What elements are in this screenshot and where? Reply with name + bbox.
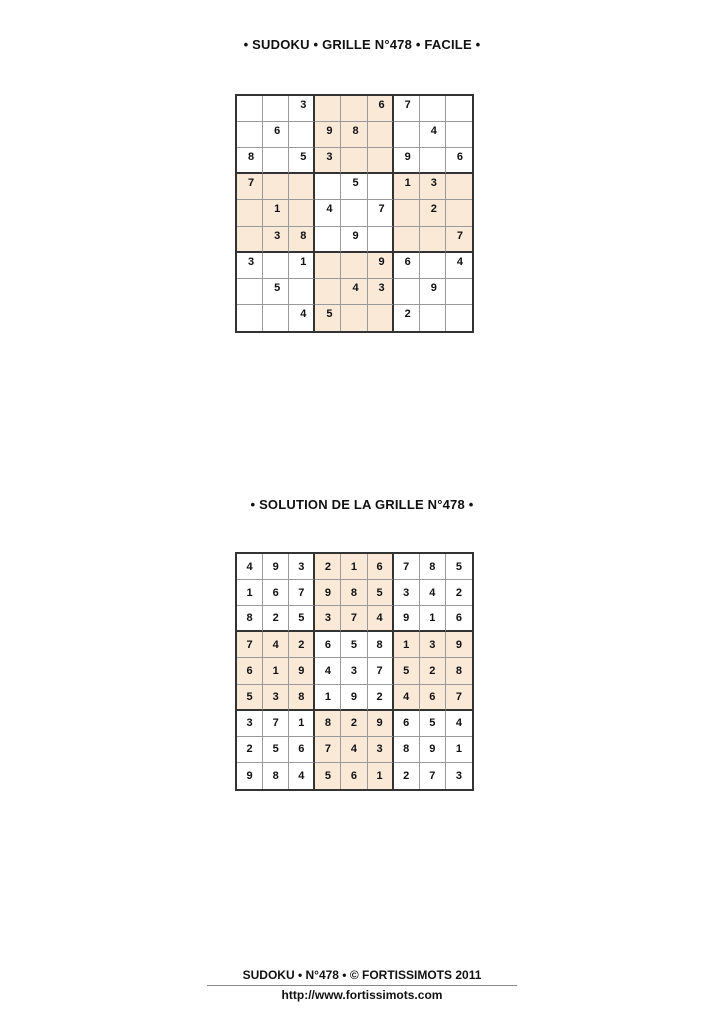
- puzzle-cell: [446, 174, 472, 200]
- puzzle-cell: [341, 253, 367, 279]
- solution-cell: 2: [289, 632, 315, 658]
- puzzle-cell: [315, 253, 341, 279]
- puzzle-cell: [394, 122, 420, 148]
- puzzle-cell: [237, 227, 263, 253]
- puzzle-cell: 5: [263, 279, 289, 305]
- puzzle-cell: [368, 122, 394, 148]
- puzzle-cell: 5: [289, 148, 315, 174]
- solution-cell: 8: [420, 554, 446, 580]
- solution-cell: 9: [420, 737, 446, 763]
- solution-cell: 2: [368, 685, 394, 711]
- puzzle-cell: 6: [263, 122, 289, 148]
- puzzle-cell: 6: [368, 96, 394, 122]
- puzzle-cell: [263, 305, 289, 331]
- puzzle-cell: 3: [237, 253, 263, 279]
- solution-cell: 3: [446, 763, 472, 789]
- solution-cell: 6: [446, 606, 472, 632]
- solution-cell: 7: [341, 606, 367, 632]
- solution-cell: 8: [446, 658, 472, 684]
- solution-cell: 8: [315, 711, 341, 737]
- puzzle-cell: [289, 279, 315, 305]
- puzzle-cell: [394, 200, 420, 226]
- solution-cell: 6: [263, 580, 289, 606]
- puzzle-cell: 8: [237, 148, 263, 174]
- puzzle-cell: [237, 200, 263, 226]
- solution-cell: 9: [368, 711, 394, 737]
- solution-cell: 6: [394, 711, 420, 737]
- solution-cell: 2: [237, 737, 263, 763]
- solution-cell: 9: [315, 580, 341, 606]
- puzzle-cell: 3: [289, 96, 315, 122]
- puzzle-cell: 8: [289, 227, 315, 253]
- solution-cell: 3: [420, 632, 446, 658]
- puzzle-cell: [368, 305, 394, 331]
- solution-cell: 7: [446, 685, 472, 711]
- solution-cell: 2: [315, 554, 341, 580]
- solution-cell: 1: [237, 580, 263, 606]
- solution-cell: 9: [341, 685, 367, 711]
- solution-cell: 2: [394, 763, 420, 789]
- puzzle-title: • SUDOKU • GRILLE N°478 • FACILE •: [243, 37, 481, 52]
- puzzle-cell: [394, 279, 420, 305]
- puzzle-cell: 9: [420, 279, 446, 305]
- puzzle-cell: 2: [420, 200, 446, 226]
- puzzle-cell: 4: [446, 253, 472, 279]
- puzzle-cell: 6: [394, 253, 420, 279]
- puzzle-cell: 5: [341, 174, 367, 200]
- puzzle-cell: 1: [394, 174, 420, 200]
- puzzle-cell: [263, 253, 289, 279]
- puzzle-cell: 6: [446, 148, 472, 174]
- solution-cell: 6: [315, 632, 341, 658]
- puzzle-cell: 5: [315, 305, 341, 331]
- puzzle-cell: 3: [263, 227, 289, 253]
- puzzle-cell: 9: [394, 148, 420, 174]
- solution-cell: 2: [341, 711, 367, 737]
- solution-cell: 5: [420, 711, 446, 737]
- solution-cell: 5: [341, 632, 367, 658]
- solution-cell: 1: [394, 632, 420, 658]
- puzzle-cell: [289, 174, 315, 200]
- puzzle-cell: [420, 96, 446, 122]
- puzzle-cell: [315, 174, 341, 200]
- puzzle-cell: [420, 148, 446, 174]
- solution-cell: 8: [237, 606, 263, 632]
- puzzle-cell: 7: [446, 227, 472, 253]
- puzzle-cell: [289, 122, 315, 148]
- solution-cell: 5: [289, 606, 315, 632]
- solution-cell: 7: [237, 632, 263, 658]
- puzzle-cell: [368, 227, 394, 253]
- puzzle-cell: 7: [237, 174, 263, 200]
- puzzle-cell: 9: [315, 122, 341, 148]
- puzzle-cell: 8: [341, 122, 367, 148]
- solution-cell: 8: [289, 685, 315, 711]
- footer-divider: [207, 985, 517, 986]
- solution-cell: 5: [368, 580, 394, 606]
- solution-cell: 3: [237, 711, 263, 737]
- solution-cell: 6: [237, 658, 263, 684]
- sudoku-solution-grid: [235, 552, 474, 791]
- puzzle-cell: [446, 279, 472, 305]
- puzzle-cell: 7: [368, 200, 394, 226]
- solution-cell: 4: [394, 685, 420, 711]
- puzzle-cell: 2: [394, 305, 420, 331]
- puzzle-cell: [446, 305, 472, 331]
- puzzle-cell: [237, 96, 263, 122]
- footer-copyright: SUDOKU • N°478 • © FORTISSIMOTS 2011: [242, 968, 482, 982]
- solution-cell: 6: [289, 737, 315, 763]
- solution-cell: 8: [341, 580, 367, 606]
- solution-cell: 9: [289, 658, 315, 684]
- puzzle-cell: 3: [420, 174, 446, 200]
- solution-cell: 1: [420, 606, 446, 632]
- solution-cell: 1: [289, 711, 315, 737]
- puzzle-cell: [420, 227, 446, 253]
- solution-cell: 6: [368, 554, 394, 580]
- solution-title: • SOLUTION DE LA GRILLE N°478 •: [250, 497, 474, 512]
- solution-cell: 4: [315, 658, 341, 684]
- puzzle-cell: [341, 148, 367, 174]
- solution-cell: 3: [289, 554, 315, 580]
- solution-cell: 8: [368, 632, 394, 658]
- solution-cell: 9: [237, 763, 263, 789]
- solution-cell: 4: [237, 554, 263, 580]
- puzzle-cell: [420, 253, 446, 279]
- puzzle-cell: [368, 174, 394, 200]
- puzzle-cell: [237, 305, 263, 331]
- solution-cell: 4: [289, 763, 315, 789]
- solution-cell: 2: [446, 580, 472, 606]
- puzzle-cell: [237, 122, 263, 148]
- solution-cell: 3: [341, 658, 367, 684]
- solution-cell: 1: [446, 737, 472, 763]
- puzzle-cell: [368, 148, 394, 174]
- puzzle-cell: 4: [289, 305, 315, 331]
- solution-cell: 2: [420, 658, 446, 684]
- solution-cell: 3: [394, 580, 420, 606]
- solution-cell: 2: [263, 606, 289, 632]
- solution-cell: 7: [263, 711, 289, 737]
- solution-cell: 5: [263, 737, 289, 763]
- solution-cell: 5: [394, 658, 420, 684]
- solution-cell: 4: [263, 632, 289, 658]
- solution-cell: 5: [237, 685, 263, 711]
- solution-cell: 7: [420, 763, 446, 789]
- solution-cell: 4: [420, 580, 446, 606]
- puzzle-cell: [263, 96, 289, 122]
- puzzle-cell: [315, 227, 341, 253]
- puzzle-cell: [446, 122, 472, 148]
- solution-cell: 5: [446, 554, 472, 580]
- solution-cell: 6: [341, 763, 367, 789]
- puzzle-cell: [341, 200, 367, 226]
- puzzle-cell: 1: [263, 200, 289, 226]
- puzzle-cell: [446, 96, 472, 122]
- solution-cell: 7: [368, 658, 394, 684]
- puzzle-cell: [315, 279, 341, 305]
- solution-cell: 9: [446, 632, 472, 658]
- solution-cell: 1: [263, 658, 289, 684]
- solution-cell: 4: [446, 711, 472, 737]
- sudoku-puzzle-grid: [235, 94, 474, 333]
- solution-cell: 7: [289, 580, 315, 606]
- puzzle-cell: [263, 174, 289, 200]
- puzzle-cell: 9: [368, 253, 394, 279]
- puzzle-cell: 9: [341, 227, 367, 253]
- puzzle-cell: [394, 227, 420, 253]
- puzzle-cell: [237, 279, 263, 305]
- solution-cell: 3: [315, 606, 341, 632]
- puzzle-cell: [420, 305, 446, 331]
- puzzle-cell: 3: [368, 279, 394, 305]
- solution-cell: 7: [394, 554, 420, 580]
- puzzle-cell: [315, 96, 341, 122]
- solution-cell: 3: [368, 737, 394, 763]
- solution-cell: 1: [315, 685, 341, 711]
- puzzle-cell: [289, 200, 315, 226]
- puzzle-cell: 7: [394, 96, 420, 122]
- puzzle-cell: 1: [289, 253, 315, 279]
- solution-cell: 7: [315, 737, 341, 763]
- solution-cell: 4: [341, 737, 367, 763]
- puzzle-cell: [263, 148, 289, 174]
- solution-cell: 1: [368, 763, 394, 789]
- solution-cell: 3: [263, 685, 289, 711]
- solution-cell: 5: [315, 763, 341, 789]
- solution-cell: 6: [420, 685, 446, 711]
- solution-cell: 4: [368, 606, 394, 632]
- solution-cell: 1: [341, 554, 367, 580]
- solution-cell: 8: [394, 737, 420, 763]
- solution-cell: 9: [263, 554, 289, 580]
- puzzle-cell: [341, 305, 367, 331]
- solution-cell: 9: [394, 606, 420, 632]
- puzzle-cell: 4: [341, 279, 367, 305]
- solution-cell: 8: [263, 763, 289, 789]
- puzzle-cell: [446, 200, 472, 226]
- puzzle-cell: 4: [315, 200, 341, 226]
- puzzle-cell: 3: [315, 148, 341, 174]
- puzzle-cell: [341, 96, 367, 122]
- puzzle-cell: 4: [420, 122, 446, 148]
- footer-url: http://www.fortissimots.com: [281, 988, 443, 1002]
